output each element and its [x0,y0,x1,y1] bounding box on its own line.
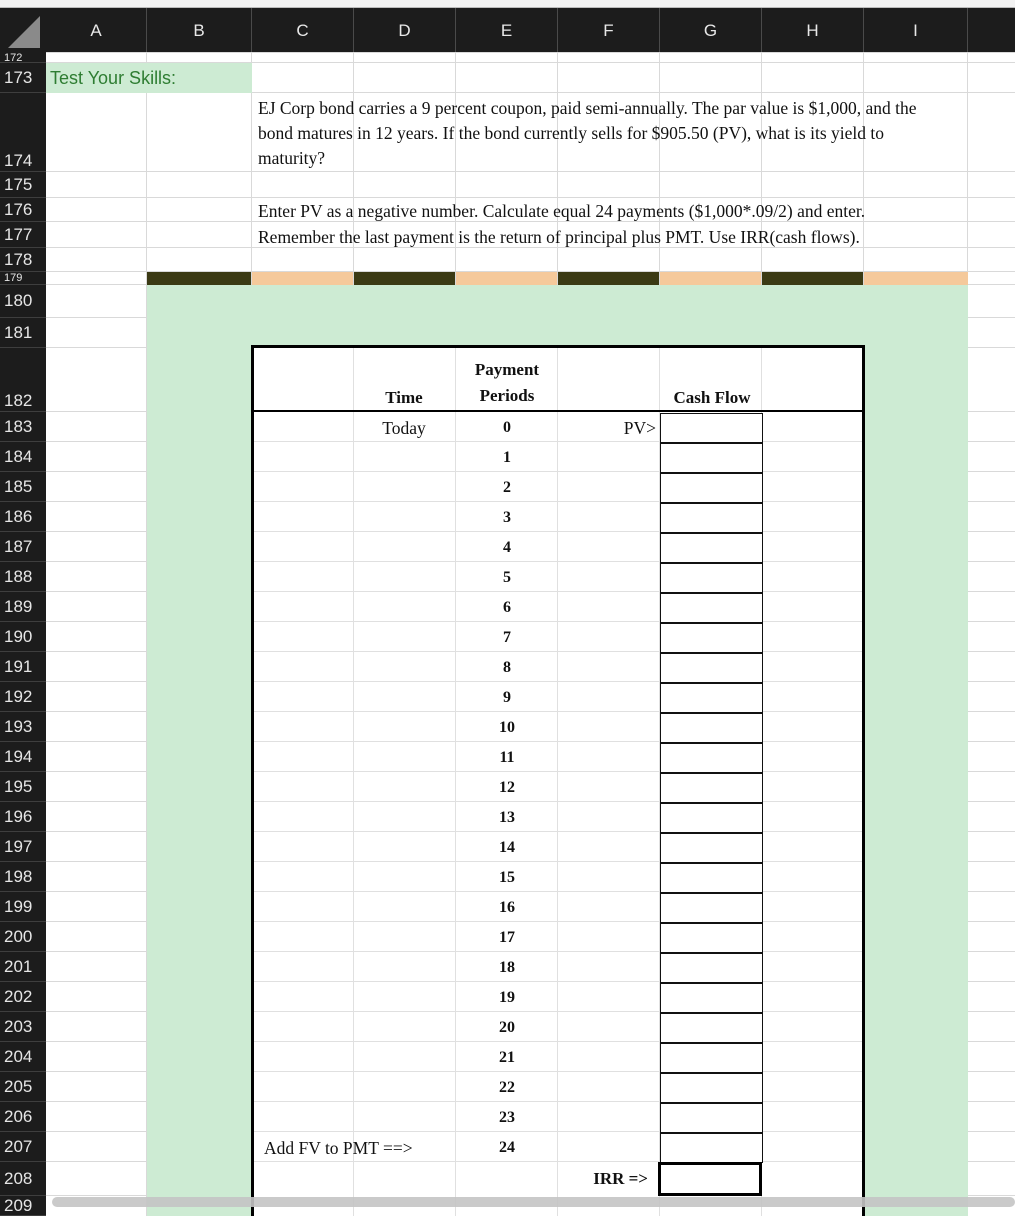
row-header-201[interactable]: 201 [0,952,46,982]
row-header-185[interactable]: 185 [0,472,46,502]
row-header-178[interactable]: 178 [0,248,46,272]
select-all-triangle-icon [0,8,46,53]
row-header-190[interactable]: 190 [0,622,46,652]
table-gridline-col [353,348,354,1216]
table-gridline-row [254,1011,862,1012]
table-gridline-row [254,741,862,742]
cashflow-input-20[interactable] [660,1013,763,1043]
table-gridline-row [254,441,862,442]
column-header-d[interactable]: D [354,8,456,53]
irr-result-cell[interactable] [658,1162,762,1196]
period-18: 18 [499,959,515,976]
table-gridline-row [254,801,862,802]
row-header-173[interactable]: 173 [0,63,46,93]
band-dark-d [354,272,455,285]
cashflow-table [251,345,865,1216]
table-gridline-row [254,861,862,862]
cashflow-input-0[interactable] [660,413,763,443]
row-header-200[interactable]: 200 [0,922,46,952]
instructions-line-1: Enter PV as a negative number. Calculate equal 24 payments ($1,000*.09/2) and enter. [258,201,866,221]
period-1: 1 [503,449,511,466]
cashflow-input-22[interactable] [660,1073,763,1103]
column-header-f[interactable]: F [558,8,660,53]
row-header-188[interactable]: 188 [0,562,46,592]
column-header-h[interactable]: H [762,8,864,53]
row-header-172[interactable]: 172 [0,53,46,63]
table-gridline-col [455,348,456,1216]
table-gridline-row [254,1161,862,1162]
row-header-197[interactable]: 197 [0,832,46,862]
cashflow-input-19[interactable] [660,983,763,1013]
cashflow-input-9[interactable] [660,683,763,713]
cashflow-input-1[interactable] [660,443,763,473]
row-header-198[interactable]: 198 [0,862,46,892]
table-gridline-row [254,831,862,832]
band-peach-i [864,272,968,285]
cashflow-input-3[interactable] [660,503,763,533]
instructions-line-2: Remember the last payment is the return of principal plus PMT. Use IRR(cash flows). [258,227,860,247]
row-header-179[interactable]: 179 [0,272,46,285]
period-0: 0 [503,419,511,436]
cashflow-input-8[interactable] [660,653,763,683]
table-gridline-row [254,891,862,892]
table-gridline-row [254,1071,862,1072]
table-gridline-row [254,1101,862,1102]
column-header-i[interactable]: I [864,8,968,53]
band-dark-b [147,272,251,285]
row-header-189[interactable]: 189 [0,592,46,622]
problem-line-2: bond matures in 12 years. If the bond currently sells for $905.50 (PV), what is its yield to [258,123,885,143]
period-7: 7 [503,629,511,646]
row-header-206[interactable]: 206 [0,1102,46,1132]
row-header-199[interactable]: 199 [0,892,46,922]
column-header-g[interactable]: G [660,8,762,53]
time-header: Time [385,388,423,407]
period-21: 21 [499,1049,515,1066]
row-header-187[interactable]: 187 [0,532,46,562]
row-header-202[interactable]: 202 [0,982,46,1012]
table-gridline-row [254,711,862,712]
table-header-divider [254,410,862,412]
table-gridline-row [254,501,862,502]
table-gridline-row [254,921,862,922]
periods-header-line-1: Payment [474,360,540,379]
row-header-174[interactable]: 174 [0,93,46,172]
fv-label: Add FV to PMT ==> [264,1138,413,1158]
periods-header-line-2: Periods [479,386,535,405]
period-10: 10 [499,719,515,736]
cashflow-input-6[interactable] [660,593,763,623]
band-dark-h [762,272,863,285]
section-title: Test Your Skills: [50,67,177,88]
row-header-193[interactable]: 193 [0,712,46,742]
period-11: 11 [499,749,515,766]
table-gridline-row [254,1041,862,1042]
row-header-182[interactable]: 182 [0,348,46,412]
row-header-184[interactable]: 184 [0,442,46,472]
table-gridline-row [254,1131,862,1132]
cashflow-input-17[interactable] [660,923,763,953]
band-peach-g [660,272,761,285]
table-gridline-row [254,771,862,772]
gridline-row [46,171,1015,172]
row-header-180[interactable]: 180 [0,285,46,318]
cashflow-input-2[interactable] [660,473,763,503]
period-23: 23 [499,1109,515,1126]
period-20: 20 [499,1019,515,1036]
row-header-186[interactable]: 186 [0,502,46,532]
period-13: 13 [499,809,515,826]
cashflow-input-14[interactable] [660,833,763,863]
cashflow-header: Cash Flow [673,388,751,407]
period-12: 12 [499,779,515,796]
column-header-b[interactable]: B [147,8,252,53]
table-gridline-row [254,651,862,652]
cashflow-input-21[interactable] [660,1043,763,1073]
row-header-209[interactable]: 209 [0,1196,46,1216]
table-gridline-row [254,561,862,562]
period-16: 16 [499,899,515,916]
table-gridline-row [254,621,862,622]
period-14: 14 [499,839,515,856]
column-header-c[interactable]: C [252,8,354,53]
period-24: 24 [499,1139,515,1156]
row-header-203[interactable]: 203 [0,1012,46,1042]
column-header-overflow [968,8,1015,53]
today-label: Today [382,418,426,438]
row-header-191[interactable]: 191 [0,652,46,682]
instructions-text [258,198,1015,250]
period-8: 8 [503,659,511,676]
problem-text [258,96,1015,171]
problem-line-3: maturity? [258,148,326,168]
cashflow-input-12[interactable] [660,773,763,803]
cashflow-input-4[interactable] [660,533,763,563]
row-header-194[interactable]: 194 [0,742,46,772]
problem-line-1: EJ Corp bond carries a 9 percent coupon, paid semi-annually. The par value is $1,000, and the [258,98,917,118]
table-gridline-row [254,471,862,472]
cashflow-input-23[interactable] [660,1103,763,1133]
cashflow-input-5[interactable] [660,563,763,593]
period-9: 9 [503,689,511,706]
band-peach-c [252,272,353,285]
cashflow-input-10[interactable] [660,713,763,743]
select-all-corner[interactable] [0,8,46,53]
table-gridline-row [254,591,862,592]
band-peach-e [456,272,557,285]
period-22: 22 [499,1079,515,1096]
row-header-195[interactable]: 195 [0,772,46,802]
period-6: 6 [503,599,511,616]
period-19: 19 [499,989,515,1006]
row-header-176[interactable]: 176 [0,198,46,222]
row-header-181[interactable]: 181 [0,318,46,348]
period-4: 4 [503,539,511,556]
table-gridline-row [254,681,862,682]
pv-label: PV> [623,418,656,438]
cashflow-input-7[interactable] [660,623,763,653]
horizontal-scrollbar-thumb[interactable] [52,1197,1015,1207]
section-title-cell[interactable] [46,63,252,93]
row-header-207[interactable]: 207 [0,1132,46,1162]
cashflow-input-13[interactable] [660,803,763,833]
row-header-205[interactable]: 205 [0,1072,46,1102]
period-3: 3 [503,509,511,526]
row-header-175[interactable]: 175 [0,172,46,198]
period-2: 2 [503,479,511,496]
cashflow-input-24[interactable] [660,1133,763,1163]
irr-label: IRR => [593,1169,648,1188]
column-header-a[interactable]: A [46,8,147,53]
row-header-208[interactable]: 208 [0,1162,46,1196]
row-header-177[interactable]: 177 [0,222,46,248]
cashflow-input-18[interactable] [660,953,763,983]
cashflow-input-15[interactable] [660,863,763,893]
top-strip [0,0,1015,8]
period-15: 15 [499,869,515,886]
gridline-row [46,52,1015,53]
table-gridline-row [254,951,862,952]
period-17: 17 [499,929,515,946]
column-header-e[interactable]: E [456,8,558,53]
row-header-196[interactable]: 196 [0,802,46,832]
table-gridline-row [254,531,862,532]
row-header-204[interactable]: 204 [0,1042,46,1072]
cashflow-input-11[interactable] [660,743,763,773]
row-header-183[interactable]: 183 [0,412,46,442]
table-gridline-row [254,981,862,982]
period-5: 5 [503,569,511,586]
band-dark-f [558,272,659,285]
table-gridline-col [557,348,558,1216]
cashflow-input-16[interactable] [660,893,763,923]
row-header-192[interactable]: 192 [0,682,46,712]
